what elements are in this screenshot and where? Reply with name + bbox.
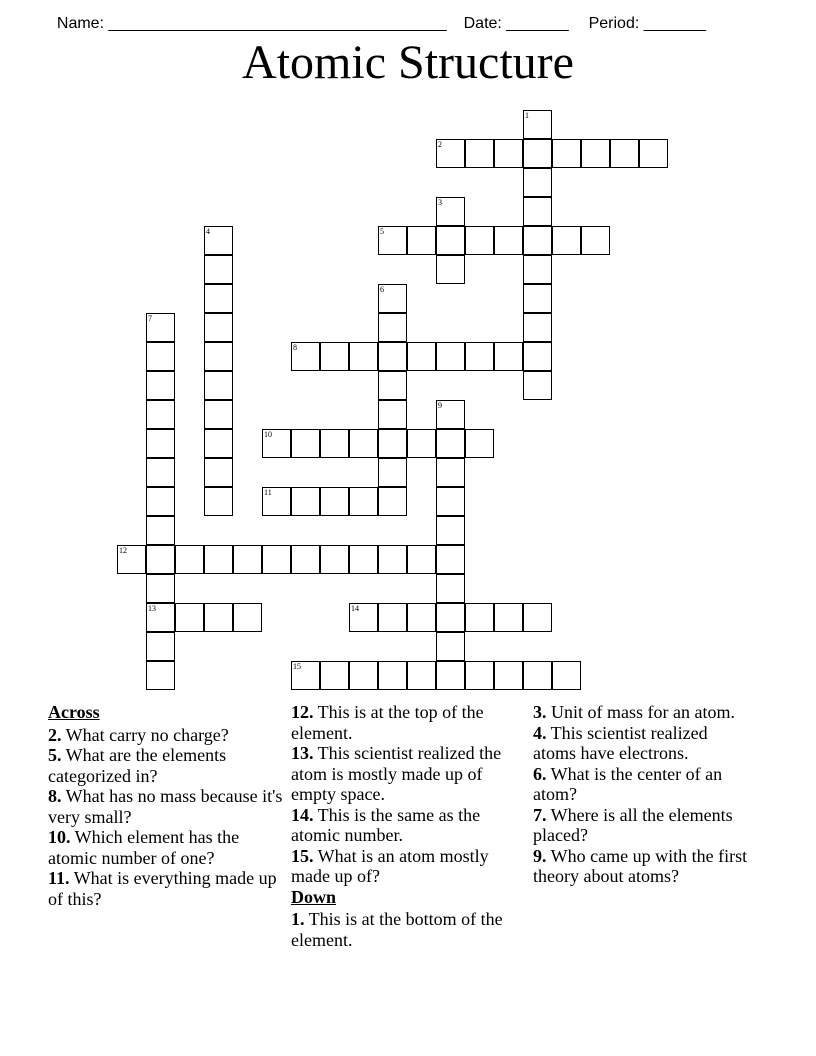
clue-number: 3: [438, 198, 442, 207]
crossword-cell[interactable]: [494, 661, 523, 690]
crossword-cell[interactable]: [320, 661, 349, 690]
crossword-cell[interactable]: [262, 429, 291, 458]
crossword-cell[interactable]: [436, 226, 465, 255]
crossword-cell[interactable]: [146, 603, 175, 632]
clue-across-13: 13. This scientist realized the atom is mostly made up of empty space.: [291, 743, 502, 804]
clue-across-15: 15. What is an atom mostly made up of?: [291, 845, 489, 886]
crossword-cell[interactable]: [146, 342, 175, 371]
crossword-cell[interactable]: [378, 313, 407, 342]
crossword-cell[interactable]: [436, 342, 465, 371]
crossword-cell[interactable]: [523, 661, 552, 690]
crossword-cell[interactable]: [175, 603, 204, 632]
crossword-cell[interactable]: [436, 603, 465, 632]
crossword-cell[interactable]: [523, 197, 552, 226]
crossword-cell[interactable]: [407, 429, 436, 458]
crossword-cell[interactable]: [146, 632, 175, 661]
crossword-cell[interactable]: [146, 516, 175, 545]
crossword-cell[interactable]: [523, 168, 552, 197]
clue-number: 1: [525, 111, 529, 120]
crossword-cell[interactable]: [465, 226, 494, 255]
crossword-cell[interactable]: [320, 342, 349, 371]
crossword-cell[interactable]: [291, 661, 320, 690]
crossword-cell[interactable]: [552, 661, 581, 690]
crossword-cell[interactable]: [523, 255, 552, 284]
crossword-cell[interactable]: [581, 226, 610, 255]
crossword-cell[interactable]: [436, 516, 465, 545]
clue-number: 11: [264, 488, 272, 497]
clue-number: 9: [438, 401, 442, 410]
crossword-cell[interactable]: [552, 139, 581, 168]
crossword-cell[interactable]: [146, 487, 175, 516]
crossword-cell[interactable]: [378, 342, 407, 371]
crossword-cell[interactable]: [349, 661, 378, 690]
clue-down-6: 6. What is the center of an atom?: [533, 763, 723, 804]
clue-across-14: 14. This is the same as the atomic number.: [291, 804, 481, 845]
crossword-cell[interactable]: [204, 603, 233, 632]
crossword-cell[interactable]: [407, 342, 436, 371]
crossword-cell[interactable]: [262, 487, 291, 516]
crossword-cell[interactable]: [291, 487, 320, 516]
crossword-cell[interactable]: [436, 574, 465, 603]
crossword-cell[interactable]: [349, 487, 378, 516]
crossword-cell[interactable]: [204, 545, 233, 574]
clues-column-2: [291, 702, 527, 950]
crossword-cell[interactable]: [523, 603, 552, 632]
crossword-cell[interactable]: [465, 661, 494, 690]
crossword-cell[interactable]: [523, 284, 552, 313]
crossword-cell[interactable]: [349, 429, 378, 458]
crossword-cell[interactable]: [204, 226, 233, 255]
page-title: Atomic Structure: [242, 36, 574, 89]
crossword-cell[interactable]: [262, 545, 291, 574]
crossword-cell[interactable]: [349, 545, 378, 574]
crossword-cell[interactable]: [204, 400, 233, 429]
crossword-cell[interactable]: [465, 429, 494, 458]
clues-column-1: [48, 702, 284, 909]
clue-down-7: 7. Where is all the elements placed?: [533, 804, 733, 845]
crossword-cell[interactable]: [523, 110, 552, 139]
crossword-cell[interactable]: [146, 574, 175, 603]
crossword-cell[interactable]: [494, 342, 523, 371]
crossword-cell[interactable]: [378, 545, 407, 574]
crossword-cell[interactable]: [233, 545, 262, 574]
crossword-cell[interactable]: [117, 545, 146, 574]
crossword-cell[interactable]: [204, 429, 233, 458]
crossword-cell[interactable]: [494, 603, 523, 632]
clues-column-3: [533, 702, 753, 887]
crossword-cell[interactable]: [146, 313, 175, 342]
crossword-cell[interactable]: [349, 603, 378, 632]
crossword-cell[interactable]: [378, 226, 407, 255]
crossword-cell[interactable]: [204, 313, 233, 342]
clue-number: 5: [380, 227, 384, 236]
crossword-cell[interactable]: [378, 371, 407, 400]
crossword-cell[interactable]: [407, 603, 436, 632]
clue-number: 7: [148, 314, 152, 323]
crossword-cell[interactable]: [146, 400, 175, 429]
clue-down-4: 4. This scientist realized atoms have electrons.: [533, 722, 708, 763]
crossword-cell[interactable]: [436, 545, 465, 574]
crossword-cell[interactable]: [378, 429, 407, 458]
crossword-cell[interactable]: [320, 429, 349, 458]
clue-number: 13: [148, 604, 156, 613]
crossword-cell[interactable]: [378, 458, 407, 487]
crossword-cell[interactable]: [436, 429, 465, 458]
name-field-label[interactable]: Name: ______________________________________: [56, 15, 447, 32]
crossword-cell[interactable]: [378, 284, 407, 313]
date-field-label[interactable]: Date: _______: [463, 15, 569, 32]
crossword-cell[interactable]: [146, 661, 175, 690]
crossword-cell[interactable]: [610, 139, 639, 168]
clue-down-9: 9. Who came up with the first theory about atoms?: [533, 845, 748, 886]
crossword-cell[interactable]: [639, 139, 668, 168]
crossword-cell[interactable]: [436, 197, 465, 226]
crossword-cell[interactable]: [494, 226, 523, 255]
clue-across-5: 5. What are the elements categorized in?: [48, 745, 227, 786]
crossword-cell[interactable]: [436, 661, 465, 690]
crossword-cell[interactable]: [378, 400, 407, 429]
clue-across-12: 12. This is at the top of the element.: [291, 702, 484, 743]
crossword-cell[interactable]: [523, 139, 552, 168]
crossword-cell[interactable]: [175, 545, 204, 574]
across-heading: Across: [48, 702, 100, 722]
crossword-cell[interactable]: [204, 284, 233, 313]
crossword-cell[interactable]: [581, 139, 610, 168]
crossword-cell[interactable]: [320, 487, 349, 516]
crossword-cell[interactable]: [436, 400, 465, 429]
crossword-cell[interactable]: [465, 342, 494, 371]
clue-across-2: 2. What carry no charge?: [48, 724, 229, 745]
crossword-cell[interactable]: [465, 603, 494, 632]
crossword-cell[interactable]: [436, 255, 465, 284]
clue-number: 2: [438, 140, 442, 149]
crossword-cell[interactable]: [436, 139, 465, 168]
crossword-cell[interactable]: [146, 429, 175, 458]
clue-number: 4: [206, 227, 210, 236]
clue-number: 14: [351, 604, 359, 613]
crossword-cell[interactable]: [349, 342, 378, 371]
crossword-cell[interactable]: [436, 458, 465, 487]
crossword-cell[interactable]: [291, 342, 320, 371]
down-heading: Down: [291, 886, 337, 907]
crossword-cell[interactable]: [523, 226, 552, 255]
crossword-cell[interactable]: [494, 139, 523, 168]
clue-down-1: 1. This is at the bottom of the element.: [291, 909, 503, 950]
crossword-cell[interactable]: [204, 458, 233, 487]
clue-number: 15: [293, 662, 301, 671]
crossword-cell[interactable]: [407, 661, 436, 690]
crossword-cell[interactable]: [378, 661, 407, 690]
crossword-cell[interactable]: [204, 342, 233, 371]
clue-number: 12: [119, 546, 127, 555]
crossword-cell[interactable]: [204, 255, 233, 284]
crossword-cell[interactable]: [233, 603, 262, 632]
crossword-cell[interactable]: [552, 226, 581, 255]
clue-number: 8: [293, 343, 297, 352]
crossword-cell[interactable]: [146, 371, 175, 400]
crossword-cell[interactable]: [291, 545, 320, 574]
crossword-cell[interactable]: [523, 342, 552, 371]
crossword-cell[interactable]: [523, 313, 552, 342]
period-field-label[interactable]: Period: _______: [588, 15, 707, 32]
clue-across-11: 11. What is everything made up of this?: [48, 868, 277, 909]
crossword-cell[interactable]: [146, 458, 175, 487]
crossword-cell[interactable]: [378, 487, 407, 516]
crossword-cell[interactable]: [146, 545, 175, 574]
crossword-cell[interactable]: [291, 429, 320, 458]
clue-down-3: 3. Unit of mass for an atom.: [533, 702, 735, 722]
crossword-cell[interactable]: [465, 139, 494, 168]
clue-number: 10: [264, 430, 272, 439]
crossword-cell[interactable]: [204, 487, 233, 516]
crossword-cell[interactable]: [436, 487, 465, 516]
crossword-cell[interactable]: [407, 226, 436, 255]
clue-across-10: 10. Which element has the atomic number of one?: [48, 827, 240, 868]
clue-number: 6: [380, 285, 384, 294]
crossword-cell[interactable]: [523, 371, 552, 400]
crossword-cell[interactable]: [436, 632, 465, 661]
clue-across-8: 8. What has no mass because it's very small?: [48, 786, 283, 827]
crossword-cell[interactable]: [378, 603, 407, 632]
crossword-cell[interactable]: [407, 545, 436, 574]
crossword-cell[interactable]: [204, 371, 233, 400]
crossword-cell[interactable]: [320, 545, 349, 574]
